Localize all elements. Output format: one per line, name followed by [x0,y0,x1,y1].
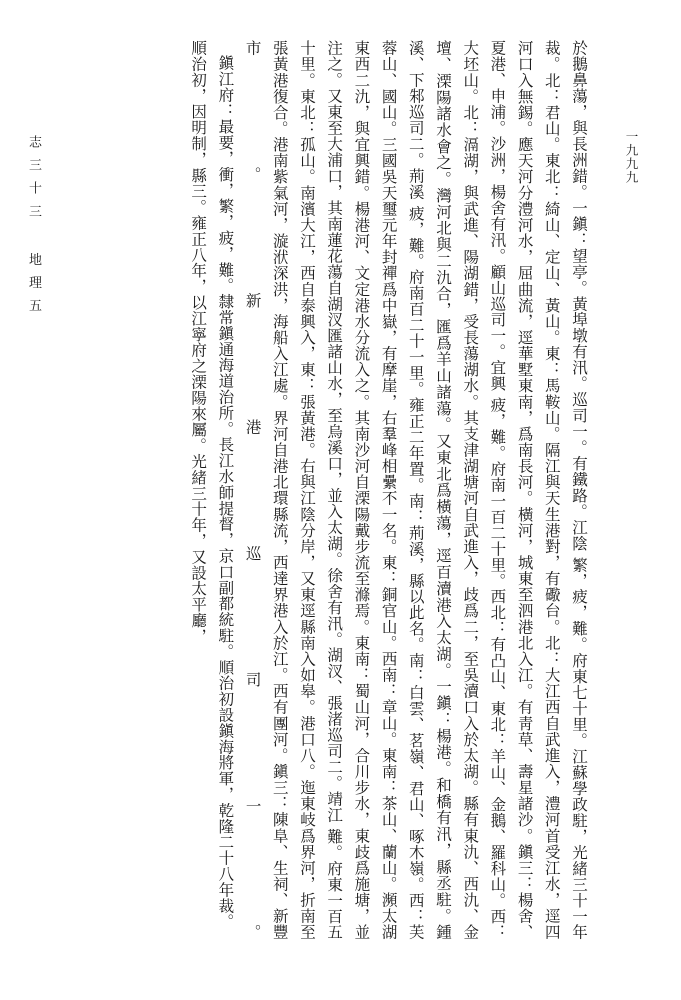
main-text [100,40,592,940]
prefecture-heading: 鎭江府：最要，衝，繁，疲，難。隸常鎭通海道治所。長江水師提督，京口副都統駐。順治初設鎭海將軍，乾隆二十八年裁。 [216,55,235,930]
text-column-body: 於鵝鼻蕩，與長洲錯。一鎭：望亭。黃埠墩有汛。巡司一。有鐵路。江陰 繁，疲，難。府東七十里。江蘇學政駐，光緒三十一年裁。北：君山。東北：綺山、定山、黃山。東：馬鞍山。隔江與天生港對，有礮台。北：大江西自武進入，澧河首受江水，逕四河口入無錫。應天河分澧河水，屈曲流，逕華墅東南，爲南長河。橫河，城東至泗港北入江。有靑草、壽星諸沙。鎭三：楊舍、夏港、申浦。沙洲，楊舍有汛。顧山巡司一。宜興 疲，難。府南一百二十里。西北：有凸山、東北：羊山、金鵝、羅科山。西：大坯山。北：滆湖，與武進、陽湖錯，受長蕩湖水。其支津湖塘河自武進入，歧爲二，至吳瀆口入於太湖。縣有東氿、西氿、金壇、溧陽諸水會之。灣河北與二氿合，匯爲羊山諸蕩。又東北爲橫蕩，逕百瀆港入太湖。一鎭：楊港。和橋有汛，縣丞駐。鍾溪、下邾巡司二。荊溪 疲，難。府南百二十一里。雍正二年置。南：荊溪，縣以此名。南：白雲、茗嶺、君山、啄木嶺。西：芙蓉山、國山。三國吳天璽元年封禪爲中嶽，有摩崖，右羣峰相纍不一名。東：銅官山。西南：章山。東南：茶山、蘭山。瀕太湖東西二氿，與宜興錯。楊港河、文定港水分流入之。其南沙河自溧陽戴步流至滌焉。東南：蜀山河，合川步水，東歧爲施塘，並注之。又東至大浦口，其南蓮花蕩自湖汊匯諸山水，至烏溪口，並入太湖。徐舍有汛。湖汊、張渚巡司二。靖江 難。府東一百五十里。東北：孤山。南濱大江，西自泰興入，東：張黃港。右與江陰分岸，又東逕縣南入如皋。港口八。迤東岐爲界河，折南至張黃港復合。港南紫氣河，漩洑深洪，海船入江處。界河自港北環縣流，西達界港入於江。西有團河。鎭三：陳阜、生祠、新豐市。新港巡司一。 [243,40,588,940]
page-number: 一九九九 [624,130,639,184]
chapter-label: 志 三 十 三 地 理 五 [26,135,41,315]
history-text: 順治初，因明制，縣三。雍正八年，以江寧府之溧陽來屬。光緒三十年，又設太平廳， [189,40,208,645]
